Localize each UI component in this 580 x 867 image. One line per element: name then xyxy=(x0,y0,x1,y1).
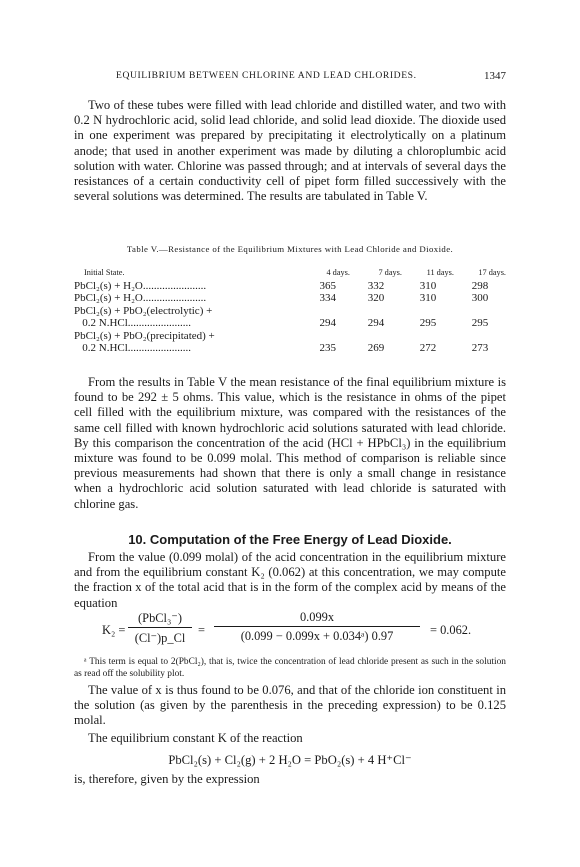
table-cell-value xyxy=(402,305,454,317)
equation-lhs: K₂ = xyxy=(102,623,126,637)
column-header-11-days: 11 days. xyxy=(426,268,454,277)
table-row xyxy=(74,342,506,354)
table-header-row xyxy=(74,268,506,280)
table-cell-state: 0.2 N.HCl....................... xyxy=(74,342,192,355)
table-cell-value: 332 xyxy=(367,280,385,292)
paragraph-equilibrium-constant: From the value (0.099 molal) of the acid concentration in the equilibrium mixture and from the equilibrium constant K₂ (0.062) at this concentration, we may compute the fraction x of the total acid that is in the form of the complex acid by means of the equation xyxy=(74,550,506,610)
table-caption: Table V.—Resistance of the Equilibrium Mixtures with Lead Chloride and Dioxide. xyxy=(126,244,454,254)
table-cell-value xyxy=(350,330,402,342)
table-cell-value: 235 xyxy=(319,342,336,355)
table-cell-state: PbCl₂(s) + H₂O....................... xyxy=(74,292,207,305)
paragraph-expression-intro: is, therefore, given by the expression xyxy=(74,772,260,786)
footnote: ᵃ This term is equal to 2(PbCl₂), that is, twice the concentration of lead chloride present as such in the solution as read off the solubility plot. xyxy=(74,657,506,679)
table-row xyxy=(74,280,506,292)
paragraph-x-value: The value of x is thus found to be 0.076, and that of the chloride ion constituent in the solution (as given by the parenthesis in the preceding expression) to be 0.125 molal. xyxy=(74,683,506,728)
table-cell-value: 269 xyxy=(367,342,385,355)
section-heading: 10. Computation of the Free Energy of Lead Dioxide. xyxy=(128,532,452,547)
equation-fraction-2 xyxy=(214,610,420,644)
column-header-4-days: 4 days. xyxy=(326,268,350,277)
table-row xyxy=(74,305,506,317)
fraction-1-denominator: (Cl⁻)p_Cl xyxy=(134,631,186,645)
table-cell-value: 273 xyxy=(471,342,489,355)
table-cell-value xyxy=(454,305,506,317)
table-cell-value: 272 xyxy=(419,342,437,355)
table-cell-value xyxy=(284,305,350,317)
table-cell-value: 320 xyxy=(367,292,385,305)
equation-equals: = xyxy=(198,623,205,637)
table-cell-value: 334 xyxy=(319,292,336,305)
table-cell-value xyxy=(402,330,454,342)
fraction-2-numerator: 0.099x xyxy=(214,610,420,627)
table-cell-state: PbCl₂(s) + H₂O....................... xyxy=(74,280,207,292)
table-cell-state: 0.2 N.HCl....................... xyxy=(74,317,192,330)
table-cell-value: 300 xyxy=(471,292,489,305)
fraction-1-numerator: (PbCl₃⁻) xyxy=(128,610,192,628)
table-row xyxy=(74,330,506,342)
column-header-initial-state: Initial State. xyxy=(84,268,125,277)
running-head xyxy=(74,70,506,86)
table-cell-value: 294 xyxy=(319,317,336,330)
running-head-title: EQUILIBRIUM BETWEEN CHLORINE AND LEAD CHLORIDES. xyxy=(116,70,417,81)
table-cell-value: 295 xyxy=(471,317,489,330)
column-header-7-days: 7 days. xyxy=(378,268,402,277)
equation-rhs: = 0.062. xyxy=(430,623,472,637)
table-cell-value xyxy=(454,330,506,342)
table-cell-state: PbCl₂(s) + PbO₂(precipitated) + xyxy=(74,329,215,342)
table-cell-value: 295 xyxy=(419,317,437,330)
paragraph-tubes-description: Two of these tubes were filled with lead chloride and distilled water, and two with 0.2 N hydrochloric acid, solid lead chloride, and solid lead dioxide. The dioxide used in one experiment was prepared by precipitating it electrolytically on a platinum anode; that used in another experiment was made by diluting a chloroplumbic acid solution with water. Chlorine was passed through; and at intervals of several days the resistances of a certain conductivity cell of pipet form filled successively with the several solutions was determined. The results are tabulated in Table V. xyxy=(74,98,506,204)
equation-fraction-1 xyxy=(128,610,192,646)
table-cell-value: 365 xyxy=(319,280,336,292)
table-cell-value: 310 xyxy=(419,292,437,305)
resistance-table xyxy=(74,268,506,354)
equation-k2 xyxy=(74,610,506,652)
table-cell-value xyxy=(350,305,402,317)
fraction-2-denominator: (0.099 − 0.099x + 0.034ᵃ) 0.97 xyxy=(240,629,394,643)
table-row xyxy=(74,317,506,329)
reaction-equation: PbCl₂(s) + Cl₂(g) + 2 H₂O = PbO₂(s) + 4 H⁺Cl⁻ xyxy=(168,753,412,767)
page-number: 1347 xyxy=(484,70,506,82)
column-header-17-days: 17 days. xyxy=(478,268,506,277)
table-cell-value: 294 xyxy=(367,317,385,330)
paragraph-mean-resistance: From the results in Table V the mean resistance of the final equilibrium mixture is found to be 292 ± 5 ohms. This value, which is the resistance in ohms of the pipet cell filled with the equilibrium mixture, was compared with the resistances of the same cell filled with known hydrochloric acid solutions saturated with lead chloride. By this comparison the concentration of the acid (HCl + HPbCl₃) in the equilibrium mixture was found to be 0.099 molal. This method of comparison is reliable since previous measurements had shown that there is only a small change in resistance when a hydrochloric acid solution saturated with lead chloride is saturated with chlorine gas. xyxy=(74,375,506,511)
table-cell-state: PbCl₂(s) + PbO₂(electrolytic) + xyxy=(74,304,213,317)
table-cell-value: 298 xyxy=(471,280,489,292)
table-cell-value: 310 xyxy=(419,280,437,292)
paragraph-reaction-intro: The equilibrium constant K of the reaction xyxy=(88,731,303,745)
table-row xyxy=(74,292,506,304)
table-cell-value xyxy=(284,330,350,342)
